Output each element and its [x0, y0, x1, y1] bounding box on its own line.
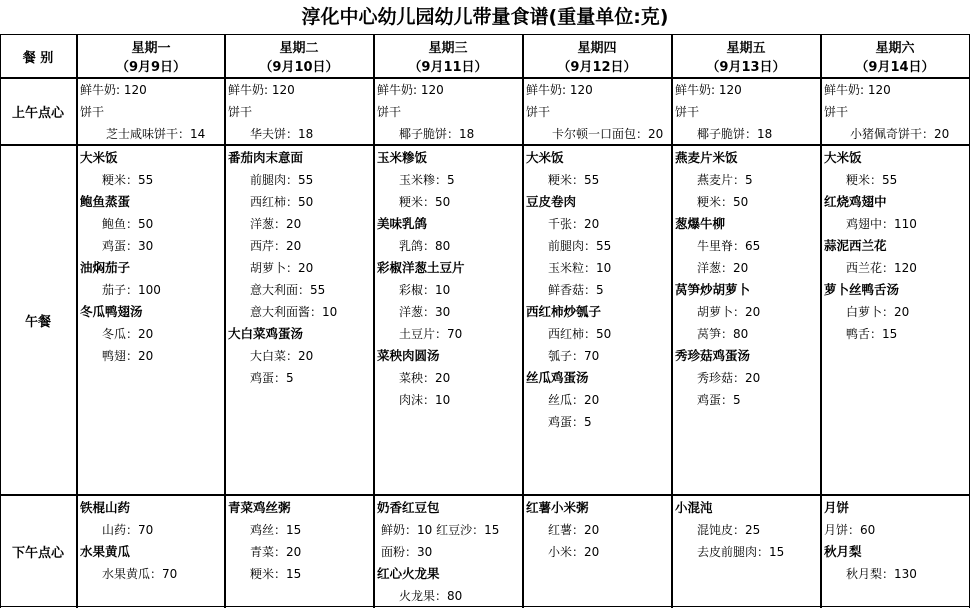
ingredient-line: 椰子脆饼：18 [399, 127, 475, 141]
ingredient-line: 大白菜：20 [250, 349, 314, 363]
ingredient-line: 华夫饼：18 [250, 127, 314, 141]
ingredient-line: 肉沫：10 [399, 393, 451, 407]
ingredient-line: 粳米：15 [250, 567, 302, 581]
ingredient-line: 饼干 [377, 105, 402, 119]
ingredient-line: 西红柿：50 [250, 195, 314, 209]
menu-cell-afternoon [226, 497, 372, 606]
weekday-label: 星期五 [726, 41, 766, 56]
ingredient-line: 去皮前腿肉：15 [697, 545, 785, 559]
ingredient-line: 饼干 [228, 105, 253, 119]
ingredient-line: 鸭舌：15 [846, 327, 898, 341]
dish-name: 奶香红豆包 [377, 500, 440, 515]
ingredient-line: 鸡翅中：110 [846, 217, 917, 231]
ingredient-line: 洋葱：30 [399, 305, 451, 319]
dish-name: 大米饭 [824, 150, 862, 165]
menu-cell-afternoon [78, 497, 224, 606]
ingredient-line: 冬瓜：20 [102, 327, 154, 341]
ingredient-line: 鲜牛奶: 120 [80, 83, 147, 97]
ingredient-line: 彩椒：10 [399, 283, 451, 297]
dish-name: 玉米糁饭 [377, 150, 428, 165]
ingredient-line: 茄子：100 [102, 283, 161, 297]
ingredient-line: 鲜奶：10 红豆沙：15 [381, 523, 500, 537]
dish-name: 秀珍菇鸡蛋汤 [675, 348, 751, 363]
ingredient-line: 前腿肉：55 [548, 239, 612, 253]
dish-name: 莴笋炒胡萝卜 [675, 282, 751, 297]
menu-cell-morning [226, 79, 372, 144]
ingredient-line: 山药：70 [102, 523, 154, 537]
ingredient-line: 饼干 [526, 105, 551, 119]
ingredient-line: 燕麦片：5 [697, 173, 753, 187]
dish-name: 豆皮卷肉 [526, 194, 577, 209]
menu-cell-lunch [375, 147, 521, 494]
ingredient-line: 芝士咸味饼干：14 [106, 127, 206, 141]
dish-name: 水果黄瓜 [80, 544, 131, 559]
ingredient-line: 饼干 [675, 105, 700, 119]
menu-cell-morning [524, 79, 670, 144]
ingredient-line: 鲜牛奶: 120 [377, 83, 444, 97]
ingredient-line: 鸡蛋：5 [697, 393, 741, 407]
ingredient-line: 胡萝卜：20 [697, 305, 761, 319]
dish-name: 红烧鸡翅中 [824, 194, 887, 209]
ingredient-line: 意大利面酱：10 [250, 305, 338, 319]
menu-cell-morning [822, 79, 968, 144]
ingredient-line: 青菜：20 [250, 545, 302, 559]
grid-line [0, 606, 970, 607]
grid-line [0, 144, 970, 146]
ingredient-line: 洋葱：20 [697, 261, 749, 275]
ingredient-line: 鲜牛奶: 120 [526, 83, 593, 97]
dish-name: 蒜泥西兰花 [824, 238, 887, 253]
ingredient-line: 鸡丝：15 [250, 523, 302, 537]
weekday-label: 星期六 [875, 41, 915, 56]
menu-cell-lunch [822, 147, 968, 494]
meal-label-lunch: 午餐 [24, 314, 51, 330]
ingredient-line: 鲍鱼：50 [102, 217, 154, 231]
dish-name: 大米饭 [80, 150, 118, 165]
dish-name: 红心火龙果 [377, 566, 440, 581]
date-label: （9月12日） [557, 60, 637, 75]
dish-name: 菜秧肉圆汤 [377, 348, 440, 363]
date-label: （9月13日） [706, 60, 786, 75]
dish-name: 鲍鱼蒸蛋 [80, 194, 131, 209]
date-label: （9月9日） [115, 60, 187, 75]
dish-name: 丝瓜鸡蛋汤 [526, 370, 589, 385]
day-header [524, 36, 670, 77]
ingredient-line: 千张：20 [548, 217, 600, 231]
ingredient-line: 饼干 [824, 105, 849, 119]
menu-cell-morning [673, 79, 819, 144]
ingredient-line: 鸡蛋：30 [102, 239, 154, 253]
menu-cell-lunch [524, 147, 670, 494]
ingredient-line: 前腿肉：55 [250, 173, 314, 187]
menu-cell-afternoon [524, 497, 670, 606]
ingredient-line: 鲜牛奶: 120 [675, 83, 742, 97]
dish-name: 番茄肉末意面 [228, 150, 304, 165]
ingredient-line: 西兰花：120 [846, 261, 917, 275]
menu-cell-afternoon [673, 497, 819, 606]
dish-name: 萝卜丝鸭舌汤 [824, 282, 900, 297]
ingredient-line: 牛里脊：65 [697, 239, 761, 253]
menu-cell-morning [78, 79, 224, 144]
ingredient-line: 白萝卜：20 [846, 305, 910, 319]
ingredient-line: 秀珍菇：20 [697, 371, 761, 385]
day-header [673, 36, 819, 77]
ingredient-line: 鸡蛋：5 [250, 371, 294, 385]
ingredient-line: 饼干 [80, 105, 105, 119]
ingredient-line: 混饨皮：25 [697, 523, 761, 537]
date-label: （9月10日） [259, 60, 339, 75]
ingredient-line: 月饼：60 [824, 523, 876, 537]
dish-name: 大白菜鸡蛋汤 [228, 326, 304, 341]
meal-label-afternoon: 下午点心 [11, 545, 64, 561]
sheet-title: 淳化中心幼儿园幼儿带量食谱(重量单位:克) [0, 0, 970, 35]
weekday-label: 星期四 [577, 41, 617, 56]
dish-name: 彩椒洋葱土豆片 [377, 260, 465, 275]
ingredient-line: 鸡蛋：5 [548, 415, 592, 429]
ingredient-line: 土豆片：70 [399, 327, 463, 341]
menu-cell-morning [375, 79, 521, 144]
ingredient-line: 胡萝卜：20 [250, 261, 314, 275]
ingredient-line: 菜秧：20 [399, 371, 451, 385]
ingredient-line: 西红柿：50 [548, 327, 612, 341]
ingredient-line: 鲜香菇：5 [548, 283, 604, 297]
dish-name: 葱爆牛柳 [675, 216, 726, 231]
day-header [226, 36, 372, 77]
ingredient-line: 粳米：55 [548, 173, 600, 187]
ingredient-line: 火龙果：80 [399, 589, 463, 603]
dish-name: 秋月梨 [824, 544, 862, 559]
weekday-label: 星期二 [279, 41, 319, 56]
ingredient-line: 椰子脆饼：18 [697, 127, 773, 141]
ingredient-line: 粳米：50 [399, 195, 451, 209]
menu-cell-lunch [78, 147, 224, 494]
ingredient-line: 小米：20 [548, 545, 600, 559]
ingredient-line: 意大利面：55 [250, 283, 326, 297]
dish-name: 西红柿炒瓠子 [526, 304, 602, 319]
ingredient-line: 丝瓜：20 [548, 393, 600, 407]
ingredient-line: 鲜牛奶: 120 [824, 83, 891, 97]
ingredient-line: 粳米：55 [846, 173, 898, 187]
ingredient-line: 鸭翅：20 [102, 349, 154, 363]
dish-name: 铁棍山药 [80, 500, 131, 515]
dish-name: 月饼 [824, 500, 850, 515]
ingredient-line: 玉米粒：10 [548, 261, 612, 275]
weekday-label: 星期一 [131, 41, 171, 56]
menu-cell-afternoon [822, 497, 968, 606]
day-header [822, 36, 968, 77]
dish-name: 美味乳鸽 [377, 216, 428, 231]
ingredient-line: 洋葱：20 [250, 217, 302, 231]
ingredient-line: 面粉：30 [381, 545, 433, 559]
ingredient-line: 秋月梨：130 [846, 567, 917, 581]
menu-cell-afternoon [375, 497, 521, 606]
date-label: （9月14日） [855, 60, 935, 75]
ingredient-line: 莴笋：80 [697, 327, 749, 341]
dish-name: 大米饭 [526, 150, 564, 165]
ingredient-line: 粳米：55 [102, 173, 154, 187]
dish-name: 燕麦片米饭 [675, 150, 738, 165]
ingredient-line: 小猪佩奇饼干：20 [850, 127, 950, 141]
menu-cell-lunch [226, 147, 372, 494]
weekday-label: 星期三 [428, 41, 468, 56]
ingredient-line: 水果黄瓜：70 [102, 567, 178, 581]
ingredient-line: 红薯：20 [548, 523, 600, 537]
date-label: （9月11日） [408, 60, 488, 75]
dish-name: 冬瓜鸭翅汤 [80, 304, 143, 319]
menu-cell-lunch [673, 147, 819, 494]
dish-name: 油焖茄子 [80, 260, 131, 275]
meal-header-label: 餐 别 [22, 51, 54, 66]
meal-label-morning: 上午点心 [11, 106, 64, 121]
ingredient-line: 瓠子：70 [548, 349, 600, 363]
ingredient-line: 玉米糁：5 [399, 173, 455, 187]
ingredient-line: 粳米：50 [697, 195, 749, 209]
day-header [375, 36, 521, 77]
grid-line [0, 494, 970, 496]
dish-name: 小混沌 [675, 500, 713, 515]
ingredient-line: 西芹：20 [250, 239, 302, 253]
dish-name: 青菜鸡丝粥 [228, 500, 291, 515]
ingredient-line: 卡尔顿一口面包：20 [552, 127, 664, 141]
day-header [78, 36, 224, 77]
ingredient-line: 乳鸽：80 [399, 239, 451, 253]
dish-name: 红薯小米粥 [526, 500, 589, 515]
ingredient-line: 鲜牛奶: 120 [228, 83, 295, 97]
